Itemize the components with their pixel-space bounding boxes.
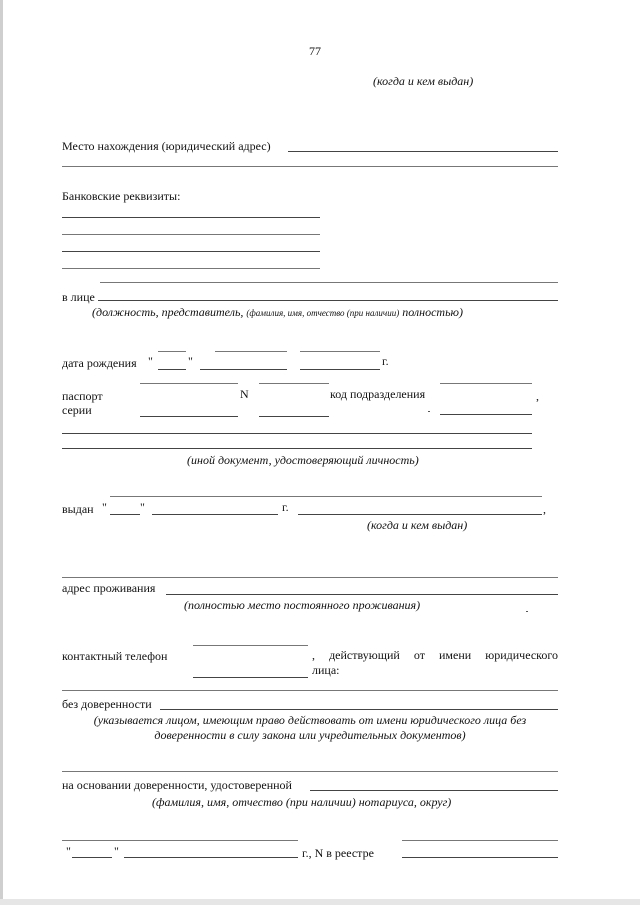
without-proxy-hint-line2: доверенности в силу закона или учредительных документов) [154, 728, 466, 742]
birth-day-open-quote: " [148, 354, 153, 368]
scan-left-edge [0, 0, 3, 905]
issued-line-top [110, 496, 542, 497]
bank-details-line-1 [62, 217, 320, 218]
registry-line-top-left [62, 840, 298, 841]
division-code-label: код подразделения [330, 387, 426, 401]
passport-series-line-top [140, 383, 238, 384]
without-proxy-field[interactable] [160, 709, 558, 710]
passport-number-line-top [259, 383, 329, 384]
registry-day-field[interactable] [72, 857, 112, 858]
contact-phone-field[interactable] [193, 677, 308, 678]
scan-bottom-edge [0, 899, 640, 905]
issued-comma: , [543, 502, 546, 516]
page-number: 77 [309, 44, 321, 58]
registry-month-field[interactable] [124, 857, 298, 858]
represented-by-line-top [100, 282, 558, 283]
issued-label: выдан [62, 502, 94, 516]
registry-close-quote: " [114, 844, 119, 858]
based-on-proxy-field[interactable] [310, 790, 558, 791]
issued-year-suffix: г. [282, 500, 289, 514]
other-document-hint: (иной документ, удостоверяющий личность) [187, 453, 419, 467]
birth-day-field[interactable] [158, 369, 186, 370]
registry-number-field[interactable] [402, 857, 558, 858]
issued-month-field[interactable] [152, 514, 278, 515]
notary-hint: (фамилия, имя, отчество (при наличии) нотариуса, округ) [152, 795, 452, 809]
series-label: серии [62, 403, 92, 417]
residence-address-label: адрес проживания [62, 581, 156, 595]
legal-address-line-2 [62, 166, 558, 167]
issued-day-field[interactable] [110, 514, 140, 515]
contact-phone-line-top [193, 645, 308, 646]
issued-open-quote: " [102, 500, 107, 514]
passport-series-field[interactable] [140, 416, 238, 417]
scan-speck [526, 611, 528, 612]
residence-address-field[interactable] [166, 594, 558, 595]
represented-by-label: в лице [62, 290, 95, 304]
birth-day-close-quote: " [188, 354, 193, 368]
passport-label: паспорт [62, 389, 103, 403]
birth-day-line-top [158, 351, 186, 352]
issued-by-field[interactable] [298, 514, 542, 515]
birth-year-field[interactable] [300, 369, 380, 370]
passport-number-label: N [240, 387, 249, 401]
without-proxy-hint-line1: (указывается лицом, имеющим право действовать от имени юридического лица без [93, 713, 527, 727]
scan-speck [428, 411, 430, 412]
represented-by-line [98, 300, 558, 301]
bank-details-line-4 [62, 268, 320, 269]
division-code-line-top [440, 383, 532, 384]
birth-month-field[interactable] [200, 369, 287, 370]
division-code-field[interactable] [440, 414, 532, 415]
legal-address-line [288, 151, 558, 152]
registry-open-quote: " [66, 844, 71, 858]
division-code-comma: , [536, 389, 539, 403]
acting-on-behalf-text-2: лица: [312, 663, 340, 677]
legal-address-label: Место нахождения (юридический адрес) [62, 139, 271, 153]
bank-details-line-2 [62, 234, 320, 235]
passport-extra-line-2[interactable] [62, 448, 532, 449]
based-on-proxy-label: на основании доверенности, удостоверенной [62, 778, 292, 792]
without-proxy-label: без доверенности [62, 697, 152, 711]
bank-details-label: Банковские реквизиты: [62, 189, 181, 203]
without-proxy-line-top [62, 690, 558, 691]
issued-by-top-hint: (когда и кем выдан) [373, 74, 474, 88]
birth-year-suffix: г. [382, 354, 389, 368]
acting-on-behalf-text: , действующий от имени юридического [312, 648, 558, 662]
issued-by-hint: (когда и кем выдан) [367, 518, 468, 532]
passport-extra-line-1[interactable] [62, 433, 532, 434]
birth-date-label: дата рождения [62, 356, 137, 370]
birth-year-line-top [300, 351, 380, 352]
registry-line-top-right [402, 840, 558, 841]
residence-line-top [62, 577, 558, 578]
proxy-line-top [62, 771, 558, 772]
position-name-hint: (должность, представитель, (фамилия, имя, отчество (при наличии) полностью) [92, 305, 463, 319]
issued-close-quote: " [140, 500, 145, 514]
birth-month-line-top [215, 351, 287, 352]
registry-label: г., N в реестре [302, 846, 374, 860]
bank-details-line-3 [62, 251, 320, 252]
contact-phone-label: контактный телефон [62, 649, 168, 663]
residence-full-hint: (полностью место постоянного проживания) [184, 598, 421, 612]
passport-number-field[interactable] [259, 416, 329, 417]
